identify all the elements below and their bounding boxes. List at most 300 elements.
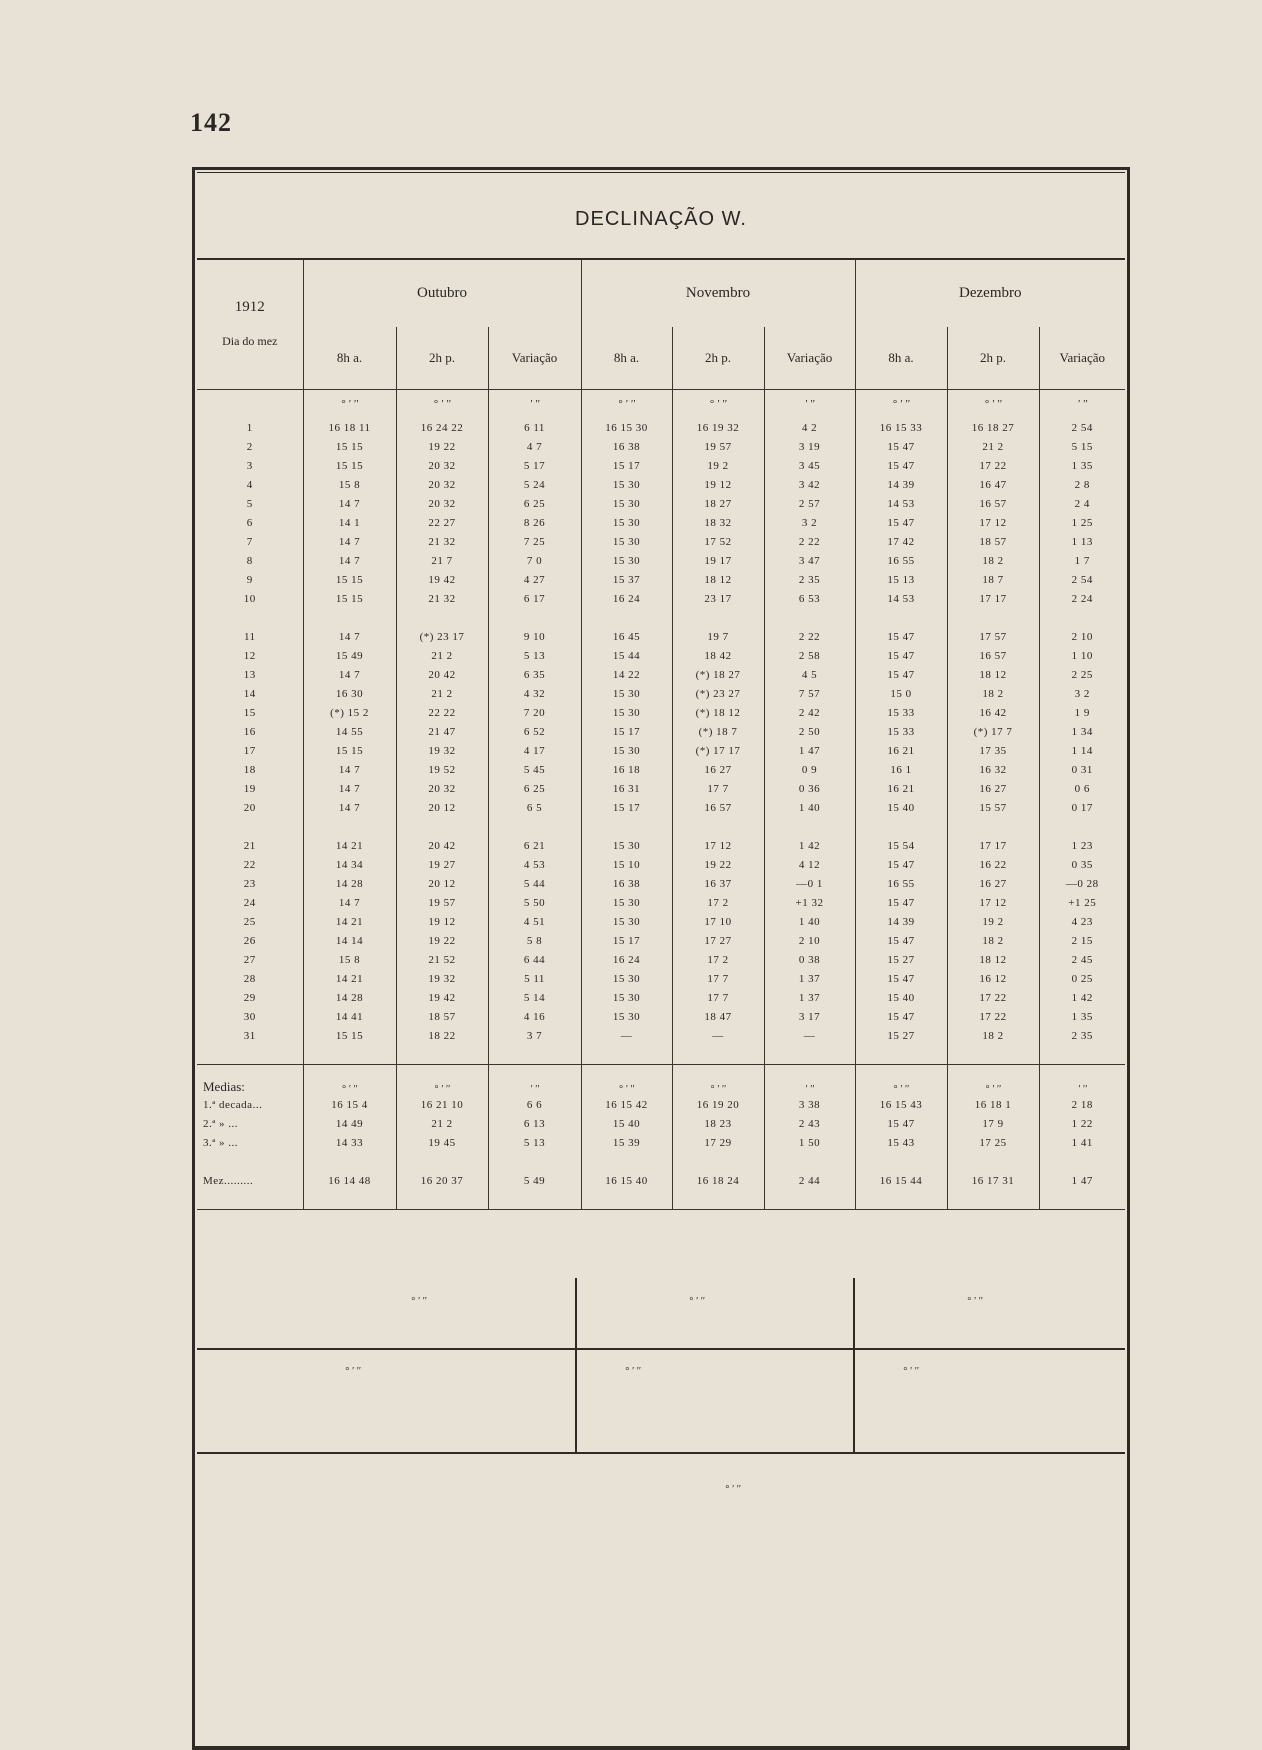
unit-label: ° ' '' [967, 1296, 983, 1307]
value-cell: 17 10 [672, 912, 764, 931]
mez-value: 16 15 40 [581, 1171, 672, 1190]
gap-cell [396, 1190, 488, 1210]
value-cell: 15 17 [581, 722, 672, 741]
value-cell: 1 10 [1039, 646, 1125, 665]
medias-row-label: 3.ª » ... [203, 1136, 239, 1149]
value-cell: 1 47 [764, 741, 855, 760]
value-cell: 1 9 [1039, 703, 1125, 722]
value-cell: 6 17 [488, 589, 581, 608]
value-cell: 1 13 [1039, 532, 1125, 551]
value-cell: 21 2 [396, 646, 488, 665]
value-cell: 14 7 [303, 665, 396, 684]
unit-label: ' '' [764, 1065, 855, 1096]
value-cell: 0 25 [1039, 969, 1125, 988]
value-cell: 17 17 [947, 836, 1039, 855]
medias-value: 6 6 [488, 1095, 581, 1114]
value-cell: 5 45 [488, 760, 581, 779]
value-cell: 16 15 33 [855, 418, 947, 437]
day-number: 12 [243, 649, 256, 662]
value-cell: —0 28 [1039, 874, 1125, 893]
value-cell: 1 14 [1039, 741, 1125, 760]
day-number: 20 [243, 801, 256, 814]
value-cell: 3 7 [488, 1026, 581, 1045]
unit-label: ° ' '' [855, 390, 947, 419]
value-cell: 16 21 [855, 779, 947, 798]
value-cell: 14 7 [303, 779, 396, 798]
value-cell: 17 42 [855, 532, 947, 551]
value-cell: 15 13 [855, 570, 947, 589]
table-row [197, 418, 1125, 437]
table-row [197, 798, 1125, 817]
value-cell: — [581, 1026, 672, 1045]
value-cell: 18 42 [672, 646, 764, 665]
value-cell: 18 12 [947, 665, 1039, 684]
value-cell: 14 7 [303, 893, 396, 912]
gap-cell [488, 608, 581, 627]
sep-cell [1039, 1045, 1125, 1065]
value-cell: 3 47 [764, 551, 855, 570]
table-row [197, 627, 1125, 646]
table-row [197, 836, 1125, 855]
unit-label: ° ' '' [855, 1065, 947, 1096]
value-cell: +1 32 [764, 893, 855, 912]
value-cell: 16 22 [947, 855, 1039, 874]
value-cell: 4 5 [764, 665, 855, 684]
value-cell: 15 15 [303, 456, 396, 475]
value-cell: 14 55 [303, 722, 396, 741]
gap-cell [488, 1152, 581, 1171]
sep-cell [303, 1045, 396, 1065]
value-cell: 5 14 [488, 988, 581, 1007]
value-cell: 15 30 [581, 532, 672, 551]
gap-cell [197, 608, 303, 627]
value-cell: 16 37 [672, 874, 764, 893]
value-cell: 16 24 22 [396, 418, 488, 437]
value-cell: 0 6 [1039, 779, 1125, 798]
media-anno-block [197, 1454, 1125, 1574]
subhead-variacao: Variação [1039, 327, 1125, 390]
gap-cell [197, 817, 303, 836]
unit-label: ' '' [1039, 390, 1125, 419]
day-number: 28 [243, 972, 256, 985]
value-cell: 16 18 11 [303, 418, 396, 437]
value-cell: 17 22 [947, 988, 1039, 1007]
unit-label: ' '' [488, 390, 581, 419]
medias-value: 16 15 4 [303, 1095, 396, 1114]
unit-row [197, 390, 1125, 419]
unit-label: ° ' '' [672, 1065, 764, 1096]
gap-cell [764, 817, 855, 836]
value-cell: 15 27 [855, 950, 947, 969]
value-cell: 17 2 [672, 893, 764, 912]
value-cell: 15 47 [855, 646, 947, 665]
value-cell: 5 24 [488, 475, 581, 494]
value-cell: 16 27 [947, 779, 1039, 798]
value-cell: 15 49 [303, 646, 396, 665]
gap-cell [1039, 1190, 1125, 1210]
value-cell: 16 31 [581, 779, 672, 798]
value-cell: 15 17 [581, 798, 672, 817]
value-cell: 16 24 [581, 589, 672, 608]
gap-cell [581, 1190, 672, 1210]
value-cell: 0 35 [1039, 855, 1125, 874]
gap-cell [396, 1152, 488, 1171]
value-cell: 18 47 [672, 1007, 764, 1026]
value-cell: 20 12 [396, 798, 488, 817]
value-cell: 18 12 [947, 950, 1039, 969]
value-cell: 16 38 [581, 874, 672, 893]
value-cell: 1 35 [1039, 1007, 1125, 1026]
value-cell: 15 15 [303, 570, 396, 589]
value-cell: 4 23 [1039, 912, 1125, 931]
sep-cell [396, 1045, 488, 1065]
day-number: 31 [243, 1029, 256, 1042]
month-header-outubro: Outubro [303, 259, 581, 327]
table-row [197, 513, 1125, 532]
value-cell: 14 7 [303, 494, 396, 513]
value-cell: 6 21 [488, 836, 581, 855]
value-cell: 2 10 [764, 931, 855, 950]
gap-cell [764, 608, 855, 627]
day-number: 5 [246, 497, 253, 510]
value-cell: 15 30 [581, 912, 672, 931]
medias-value: 15 47 [855, 1114, 947, 1133]
medias-value: 1 50 [764, 1133, 855, 1152]
value-cell: 20 32 [396, 456, 488, 475]
value-cell: 4 16 [488, 1007, 581, 1026]
mez-value: 1 47 [1039, 1171, 1125, 1190]
mez-label: Mez......... [203, 1174, 254, 1187]
value-cell: 18 7 [947, 570, 1039, 589]
day-number: 2 [246, 440, 253, 453]
table-row [197, 684, 1125, 703]
table-row [197, 456, 1125, 475]
value-cell: 19 2 [947, 912, 1039, 931]
value-cell: (*) 17 17 [672, 741, 764, 760]
table-row [197, 912, 1125, 931]
medias-value: 2 43 [764, 1114, 855, 1133]
value-cell: 17 7 [672, 988, 764, 1007]
value-cell: 5 44 [488, 874, 581, 893]
value-cell: 15 27 [855, 1026, 947, 1045]
value-cell: 21 47 [396, 722, 488, 741]
value-cell: 15 30 [581, 988, 672, 1007]
table-row [197, 551, 1125, 570]
value-cell: 3 42 [764, 475, 855, 494]
value-cell: 15 30 [581, 703, 672, 722]
medias-value: 5 13 [488, 1133, 581, 1152]
mez-row [197, 1171, 1125, 1190]
value-cell: 17 7 [672, 779, 764, 798]
value-cell: 16 57 [672, 798, 764, 817]
value-cell: 2 22 [764, 627, 855, 646]
value-cell: 14 39 [855, 475, 947, 494]
table-row [197, 779, 1125, 798]
gap-cell [855, 1190, 947, 1210]
gap-cell [396, 608, 488, 627]
value-cell: 6 35 [488, 665, 581, 684]
subhead-8a: 8h a. [581, 327, 672, 390]
table-row [197, 931, 1125, 950]
declination-table [197, 259, 1125, 1210]
gap-cell [947, 1190, 1039, 1210]
value-cell: 14 39 [855, 912, 947, 931]
sep-cell [947, 1045, 1039, 1065]
unit-label: ° ' '' [345, 1366, 361, 1377]
gap-cell [764, 1152, 855, 1171]
value-cell: 2 42 [764, 703, 855, 722]
day-number: 23 [243, 877, 256, 890]
value-cell: 15 30 [581, 969, 672, 988]
value-cell: 20 32 [396, 494, 488, 513]
gap-cell [947, 1152, 1039, 1171]
medias-value: 1 41 [1039, 1133, 1125, 1152]
unit-label: ° ' '' [411, 1296, 427, 1307]
unit-label: ° ' '' [396, 1065, 488, 1096]
value-cell: 15 30 [581, 475, 672, 494]
mez-gap [197, 1152, 1125, 1171]
value-cell: 18 57 [396, 1007, 488, 1026]
value-cell: 21 2 [396, 684, 488, 703]
value-cell: 15 30 [581, 513, 672, 532]
medias-value: 16 15 43 [855, 1095, 947, 1114]
value-cell: 7 20 [488, 703, 581, 722]
gap-cell [672, 608, 764, 627]
value-cell: 5 8 [488, 931, 581, 950]
value-cell: 2 4 [1039, 494, 1125, 513]
medias-value: 19 45 [396, 1133, 488, 1152]
medias-value: 21 2 [396, 1114, 488, 1133]
value-cell: 19 42 [396, 988, 488, 1007]
medias-value: 15 39 [581, 1133, 672, 1152]
value-cell: 6 44 [488, 950, 581, 969]
medias-value: 17 29 [672, 1133, 764, 1152]
gap-cell [303, 608, 396, 627]
value-cell: 15 54 [855, 836, 947, 855]
unit-label: ° ' '' [689, 1296, 705, 1307]
value-cell: 2 35 [764, 570, 855, 589]
value-cell: 0 36 [764, 779, 855, 798]
day-number: 4 [246, 478, 253, 491]
table-row [197, 950, 1125, 969]
value-cell: 16 47 [947, 475, 1039, 494]
day-number: 10 [243, 592, 256, 605]
value-cell: 16 30 [303, 684, 396, 703]
value-cell: 2 54 [1039, 570, 1125, 589]
value-cell: 9 10 [488, 627, 581, 646]
value-cell: 14 28 [303, 988, 396, 1007]
sep-cell [581, 1045, 672, 1065]
value-cell: 21 32 [396, 589, 488, 608]
mez-value: 16 17 31 [947, 1171, 1039, 1190]
value-cell: 14 7 [303, 532, 396, 551]
day-number: 18 [243, 763, 256, 776]
page-number: 142 [190, 108, 232, 137]
value-cell: 14 53 [855, 589, 947, 608]
year-label: 1912 [234, 299, 265, 315]
value-cell: 4 2 [764, 418, 855, 437]
value-cell: 20 42 [396, 836, 488, 855]
value-cell: 20 32 [396, 779, 488, 798]
gap-cell [581, 608, 672, 627]
value-cell: 18 2 [947, 931, 1039, 950]
value-cell: 21 7 [396, 551, 488, 570]
value-cell: 1 42 [764, 836, 855, 855]
value-cell: (*) 18 12 [672, 703, 764, 722]
value-cell: 6 25 [488, 494, 581, 513]
value-cell: 15 47 [855, 627, 947, 646]
day-number: 9 [246, 573, 253, 586]
value-cell: +1 25 [1039, 893, 1125, 912]
value-cell: 1 40 [764, 798, 855, 817]
value-cell: 21 52 [396, 950, 488, 969]
value-cell: 15 30 [581, 494, 672, 513]
gap-cell [855, 817, 947, 836]
value-cell: 2 10 [1039, 627, 1125, 646]
mez-value: 16 14 48 [303, 1171, 396, 1190]
medias-row [197, 1114, 1125, 1133]
mez-value: 5 49 [488, 1171, 581, 1190]
value-cell: 1 37 [764, 969, 855, 988]
medias-value: 16 15 42 [581, 1095, 672, 1114]
value-cell: 14 21 [303, 969, 396, 988]
day-number: 8 [246, 554, 253, 567]
month-header-novembro: Novembro [581, 259, 855, 327]
unit-label: ° ' '' [625, 1366, 641, 1377]
value-cell: 15 10 [581, 855, 672, 874]
value-cell: 14 22 [581, 665, 672, 684]
value-cell: 15 47 [855, 855, 947, 874]
value-cell: 15 30 [581, 684, 672, 703]
unit-label: ' '' [1039, 1065, 1125, 1096]
value-cell: 15 30 [581, 893, 672, 912]
table-row [197, 874, 1125, 893]
mez-value: 2 44 [764, 1171, 855, 1190]
value-cell: 19 12 [396, 912, 488, 931]
table-row [197, 1026, 1125, 1045]
value-cell: 19 17 [672, 551, 764, 570]
gap-cell [947, 608, 1039, 627]
value-cell: 15 47 [855, 1007, 947, 1026]
unit-label: ° ' '' [725, 1484, 741, 1495]
value-cell: 15 47 [855, 456, 947, 475]
day-number: 17 [243, 744, 256, 757]
month-header-dezembro: Dezembro [855, 259, 1125, 327]
medias-value: 17 25 [947, 1133, 1039, 1152]
value-cell: 16 15 30 [581, 418, 672, 437]
gap-cell [303, 817, 396, 836]
table-row [197, 760, 1125, 779]
sep-cell [764, 1045, 855, 1065]
value-cell: 5 50 [488, 893, 581, 912]
table-row [197, 532, 1125, 551]
value-cell: 14 7 [303, 798, 396, 817]
value-cell: 17 12 [672, 836, 764, 855]
value-cell: 15 47 [855, 969, 947, 988]
gap-cell [396, 817, 488, 836]
value-cell: 18 22 [396, 1026, 488, 1045]
value-cell: 14 28 [303, 874, 396, 893]
value-cell: 16 57 [947, 646, 1039, 665]
value-cell: 15 15 [303, 437, 396, 456]
day-number: 19 [243, 782, 256, 795]
sep-cell [197, 1045, 303, 1065]
gap-cell [1039, 608, 1125, 627]
mez-value: 16 20 37 [396, 1171, 488, 1190]
value-cell: (*) 18 7 [672, 722, 764, 741]
value-cell: 15 0 [855, 684, 947, 703]
day-number: 26 [243, 934, 256, 947]
value-cell: 6 52 [488, 722, 581, 741]
unit-label: ' '' [488, 1065, 581, 1096]
value-cell: — [672, 1026, 764, 1045]
value-cell: 21 2 [947, 437, 1039, 456]
table-row [197, 494, 1125, 513]
value-cell: 15 17 [581, 931, 672, 950]
value-cell: 0 9 [764, 760, 855, 779]
value-cell: 5 17 [488, 456, 581, 475]
value-cell: (*) 23 17 [396, 627, 488, 646]
value-cell: 15 33 [855, 703, 947, 722]
day-number: 14 [243, 687, 256, 700]
table-row [197, 646, 1125, 665]
subhead-2p: 2h p. [396, 327, 488, 390]
value-cell: 15 37 [581, 570, 672, 589]
day-number: 22 [243, 858, 256, 871]
value-cell: 19 57 [672, 437, 764, 456]
medias-value: 14 49 [303, 1114, 396, 1133]
summary-section [197, 1278, 1125, 1748]
value-cell: 4 53 [488, 855, 581, 874]
value-cell: 2 50 [764, 722, 855, 741]
value-cell: 16 21 [855, 741, 947, 760]
value-cell: 19 42 [396, 570, 488, 589]
value-cell: 2 58 [764, 646, 855, 665]
value-cell: —0 1 [764, 874, 855, 893]
day-number: 1 [246, 421, 253, 434]
value-cell: 16 55 [855, 874, 947, 893]
day-number: 21 [243, 839, 256, 852]
value-cell: 22 27 [396, 513, 488, 532]
value-cell: 15 47 [855, 437, 947, 456]
value-cell: 17 35 [947, 741, 1039, 760]
year-cell [197, 259, 303, 390]
unit-label: ° ' '' [303, 1065, 396, 1096]
value-cell: 19 52 [396, 760, 488, 779]
value-cell: 2 57 [764, 494, 855, 513]
medias-value: 16 19 20 [672, 1095, 764, 1114]
gap-cell [197, 1190, 303, 1210]
gap-cell [1039, 817, 1125, 836]
value-cell: 5 11 [488, 969, 581, 988]
value-cell: 15 40 [855, 798, 947, 817]
value-cell: 6 5 [488, 798, 581, 817]
value-cell: 1 7 [1039, 551, 1125, 570]
gap-cell [303, 1190, 396, 1210]
value-cell: 6 53 [764, 589, 855, 608]
value-cell: 1 42 [1039, 988, 1125, 1007]
unit-label: ° ' '' [903, 1366, 919, 1377]
unit-label: ° ' '' [581, 1065, 672, 1096]
value-cell: 6 25 [488, 779, 581, 798]
value-cell: — [764, 1026, 855, 1045]
day-number: 15 [243, 706, 256, 719]
value-cell: (*) 23 27 [672, 684, 764, 703]
value-cell: 14 21 [303, 836, 396, 855]
mez-value: 16 15 44 [855, 1171, 947, 1190]
decade-gap [197, 817, 1125, 836]
subhead-variacao: Variação [488, 327, 581, 390]
